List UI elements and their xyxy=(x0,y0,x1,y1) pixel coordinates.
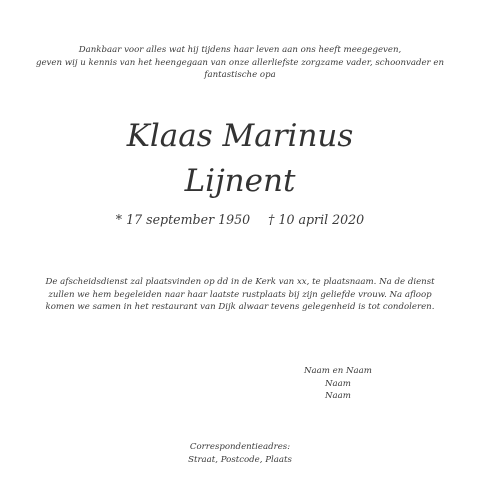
deceased-surname: Lijnent xyxy=(184,163,296,199)
family-name-line: Naam xyxy=(325,391,351,401)
service-line: komen we samen in het restaurant van Dijk alwaar tevens gelegenheid is tot condoleren. xyxy=(45,302,435,312)
family-names xyxy=(278,365,398,403)
intro-line: fantastische opa xyxy=(204,70,276,80)
address-line: Straat, Postcode, Plaats xyxy=(188,454,292,465)
service-line: De afscheidsdienst zal plaatsvinden op dd in de Kerk van xx, te plaatsnaam. Na de dienst xyxy=(45,277,435,287)
deceased-first-names: Klaas Marinus xyxy=(126,118,354,154)
family-name-line: Naam en Naam xyxy=(304,366,372,376)
life-dates xyxy=(0,212,480,228)
address-label: Correspondentieadres: xyxy=(189,442,291,452)
family-name-line: Naam xyxy=(325,378,351,389)
intro-line: Dankbaar voor alles wat hij tijdens haar leven aan ons heeft meegegeven, xyxy=(78,45,402,55)
intro-line: geven wij u kennis van het heengegaan van onze allerliefste zorgzame vader, schoonvader en xyxy=(35,57,445,68)
death-date: † 10 april 2020 xyxy=(268,212,365,227)
correspondence-address xyxy=(0,441,480,466)
intro-text xyxy=(0,44,480,82)
service-announcement xyxy=(0,276,480,314)
service-line: zullen we hem begeleiden naar haar laatste rustplaats bij zijn geliefde vrouw. Na afloop xyxy=(48,289,432,300)
birth-date: * 17 september 1950 xyxy=(115,212,251,227)
